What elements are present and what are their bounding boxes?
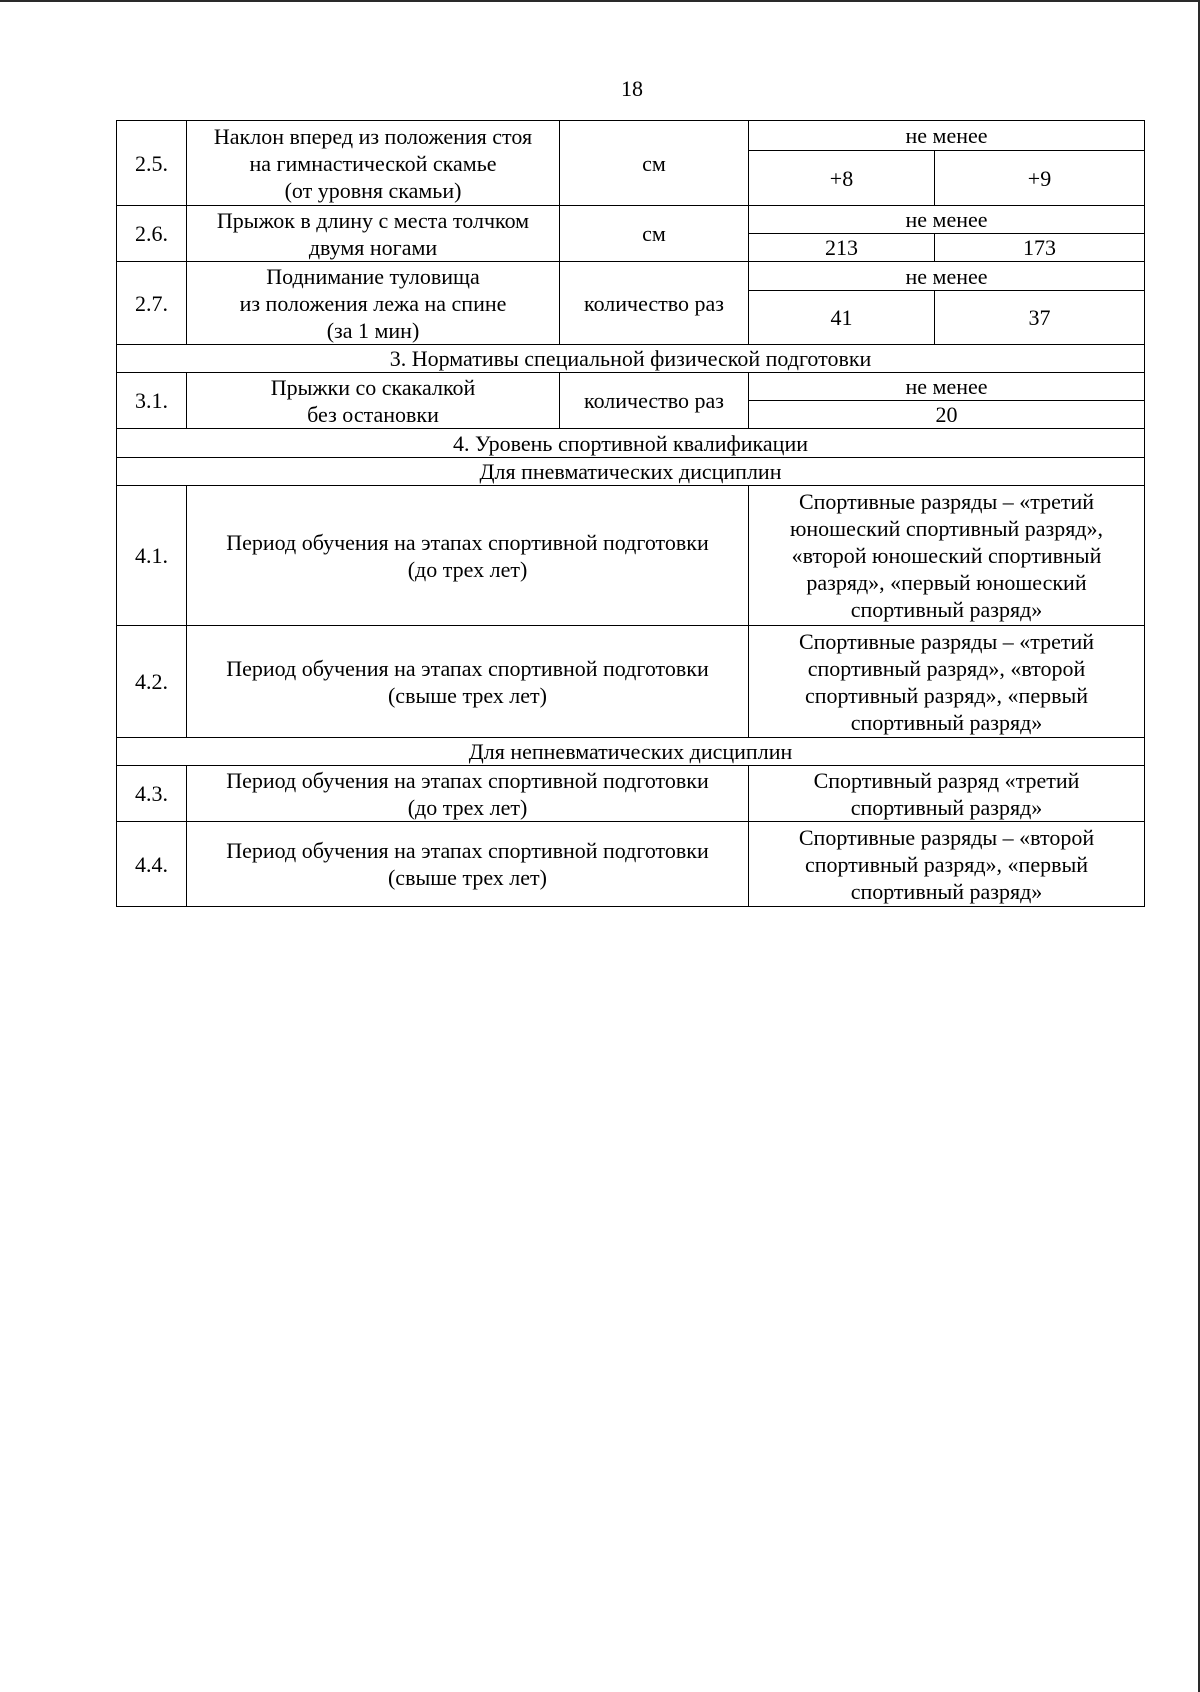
value-cell: 41 bbox=[749, 291, 935, 345]
unit-cell: количество раз bbox=[560, 262, 749, 345]
subsection-header: Для пневматических дисциплин bbox=[117, 458, 1145, 486]
table-row bbox=[117, 373, 1145, 401]
value-cell: 37 bbox=[935, 291, 1145, 345]
value-cell: 173 bbox=[935, 234, 1145, 262]
exercise-name: Прыжок в длину с места толчком двумя ногами bbox=[187, 206, 560, 262]
period-cell: Период обучения на этапах спортивной подготовки (свыше трех лет) bbox=[187, 822, 749, 907]
section-header: 4. Уровень спортивной квалификации bbox=[117, 429, 1145, 458]
norm-label: не менее bbox=[749, 206, 1145, 234]
value-cell: 213 bbox=[749, 234, 935, 262]
qualification-cell: Спортивные разряды – «второй спортивный разряд», «первый спортивный разряд» bbox=[749, 822, 1145, 907]
qualification-cell: Спортивный разряд «третий спортивный разряд» bbox=[749, 766, 1145, 822]
value-cell: +8 bbox=[749, 151, 935, 206]
row-number: 4.1. bbox=[117, 486, 187, 626]
section-header-row bbox=[117, 345, 1145, 373]
table-row bbox=[117, 121, 1145, 151]
unit-cell: количество раз bbox=[560, 373, 749, 429]
table-row bbox=[117, 262, 1145, 291]
page-number: 18 bbox=[621, 76, 643, 101]
page-edge-top bbox=[0, 0, 1200, 2]
exercise-name: Прыжки со скакалкой без остановки bbox=[187, 373, 560, 429]
norm-label: не менее bbox=[749, 121, 1145, 151]
value-cell: 20 bbox=[749, 401, 1145, 429]
row-number: 2.6. bbox=[117, 206, 187, 262]
exercise-name: Наклон вперед из положения стоя на гимнастической скамье (от уровня скамьи) bbox=[187, 121, 560, 206]
period-cell: Период обучения на этапах спортивной подготовки (свыше трех лет) bbox=[187, 626, 749, 738]
qualification-cell: Спортивные разряды – «третий юношеский спортивный разряд», «второй юношеский спортивный разряд», «первый юношеский спортивный разряд» bbox=[749, 486, 1145, 626]
period-cell: Период обучения на этапах спортивной подготовки (до трех лет) bbox=[187, 486, 749, 626]
standards-table bbox=[116, 120, 1145, 907]
subsection-header-row bbox=[117, 738, 1145, 766]
section-header: 3. Нормативы специальной физической подготовки bbox=[117, 345, 1145, 373]
table-row bbox=[117, 766, 1145, 822]
table-row bbox=[117, 206, 1145, 234]
exercise-name: Поднимание туловища из положения лежа на спине (за 1 мин) bbox=[187, 262, 560, 345]
unit-cell: см bbox=[560, 206, 749, 262]
row-number: 2.5. bbox=[117, 121, 187, 206]
row-number: 3.1. bbox=[117, 373, 187, 429]
qualification-cell: Спортивные разряды – «третий спортивный разряд», «второй спортивный разряд», «первый спортивный разряд» bbox=[749, 626, 1145, 738]
table-row bbox=[117, 626, 1145, 738]
value-cell: +9 bbox=[935, 151, 1145, 206]
subsection-header: Для непневматических дисциплин bbox=[117, 738, 1145, 766]
section-header-row bbox=[117, 429, 1145, 458]
table-row bbox=[117, 486, 1145, 626]
norm-label: не менее bbox=[749, 262, 1145, 291]
row-number: 4.3. bbox=[117, 766, 187, 822]
row-number: 4.4. bbox=[117, 822, 187, 907]
table-row bbox=[117, 822, 1145, 907]
row-number: 4.2. bbox=[117, 626, 187, 738]
subsection-header-row bbox=[117, 458, 1145, 486]
row-number: 2.7. bbox=[117, 262, 187, 345]
norm-label: не менее bbox=[749, 373, 1145, 401]
unit-cell: см bbox=[560, 121, 749, 206]
period-cell: Период обучения на этапах спортивной подготовки (до трех лет) bbox=[187, 766, 749, 822]
